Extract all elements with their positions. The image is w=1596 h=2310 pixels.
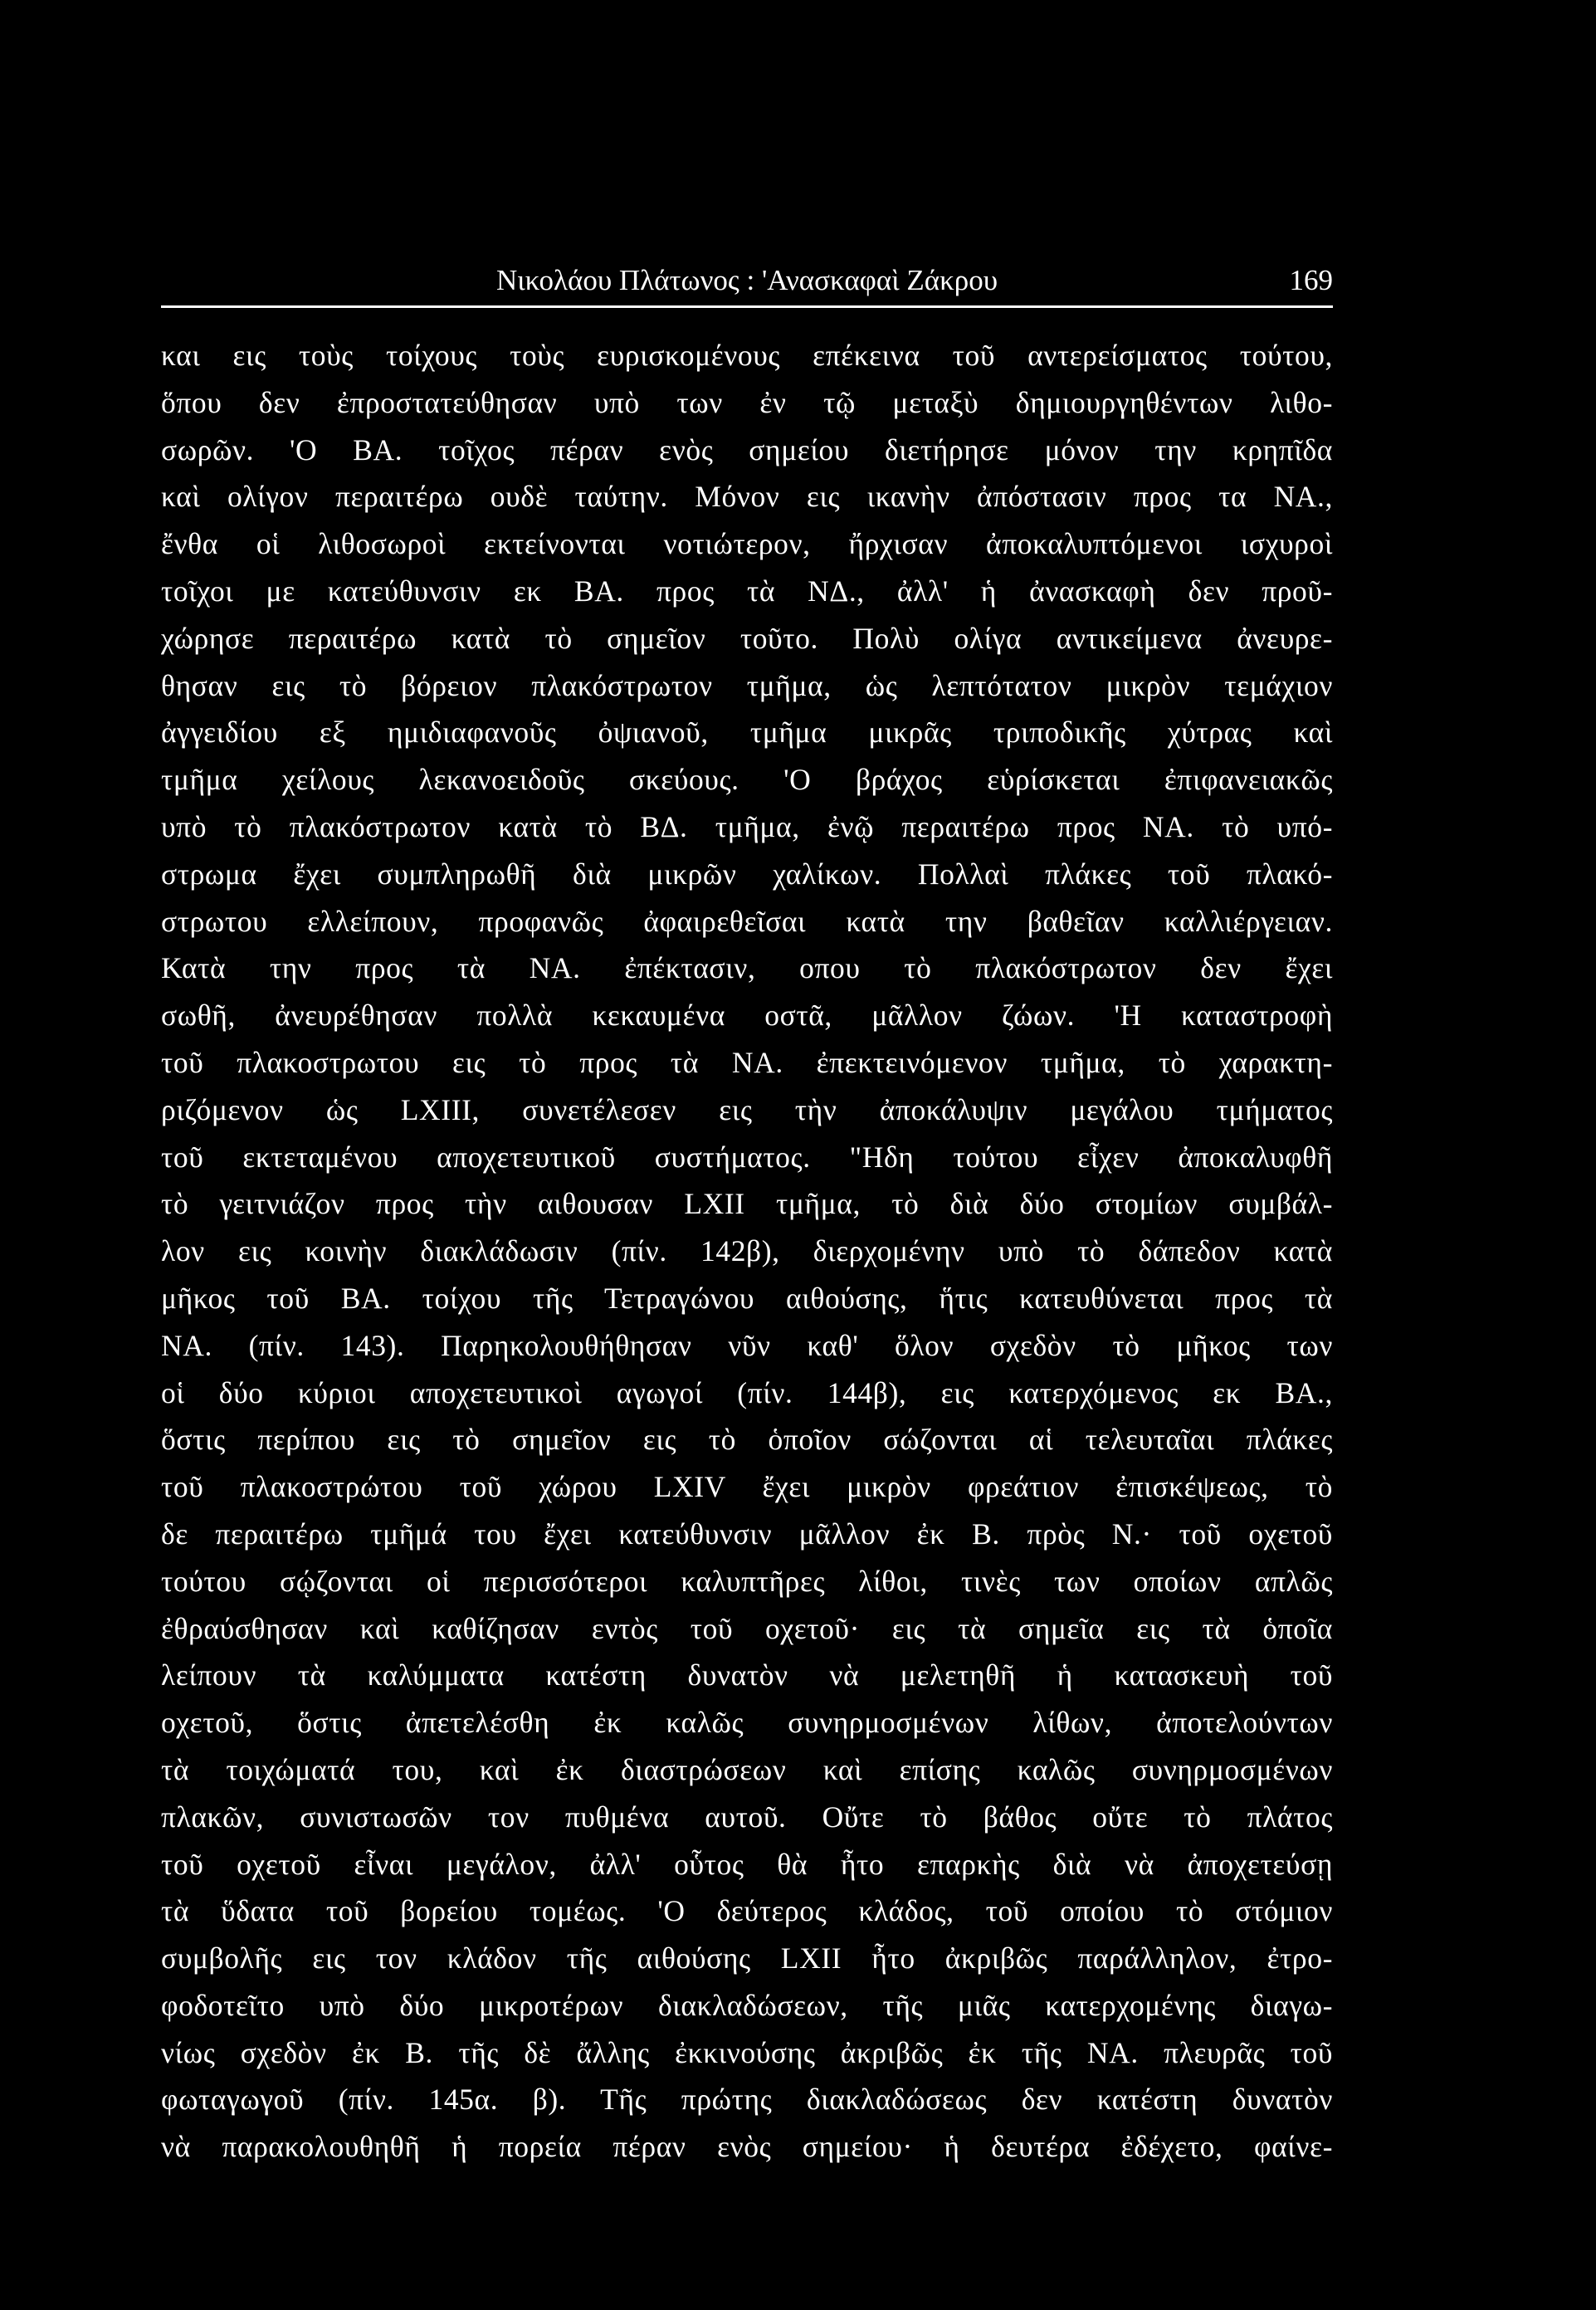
header-rule [161, 305, 1333, 308]
text-line: συμβολῆς εις τον κλάδον τῆς αιθούσης LXII ἦτο ἀκριβῶς παράλληλον, ἐτρο- [161, 1941, 1333, 1975]
text-line: τοῦ πλακοστρωτου εις τὸ προς τὰ ΝΑ. ἐπεκτεινόμενον τμῆμα, τὸ χαρακτη- [161, 1045, 1333, 1079]
text-line: ὅστις περίπου εις τὸ σημεῖον εις τὸ ὁποῖον σώζονται αἱ τελευταῖαι πλάκες [161, 1423, 1333, 1457]
text-line: οἱ δύο κύριοι αποχετευτικοὶ αγωγοί (πίν. 144β), εις κατερχόμενος εκ ΒΑ., [161, 1375, 1333, 1409]
text-line: ὅπου δεν ἐπροστατεύθησαν υπὸ των ἐν τῷ μεταξὺ δημιουργηθέντων λιθο- [161, 385, 1333, 419]
page-number: 169 [1289, 264, 1333, 296]
running-header [161, 257, 1333, 304]
text-line: υπὸ τὸ πλακόστρωτον κατὰ τὸ ΒΔ. τμῆμα, ἐνῷ περαιτέρω προς ΝΑ. τὸ υπό- [161, 809, 1333, 843]
text-line: σωθῆ, ἀνευρέθησαν πολλὰ κεκαυμένα οστᾶ, μᾶλλον ζώων. 'Η καταστροφὴ [161, 999, 1333, 1033]
text-line: ἔνθα οἱ λιθοσωροὶ εκτείνονται νοτιώτερον, ἤρχισαν ἀποκαλυπτόμενοι ισχυροὶ [161, 527, 1333, 561]
text-line: σωρῶν. 'Ο ΒΑ. τοῖχος πέραν ενὸς σημείου διετήρησε μόνον την κρηπῖδα [161, 432, 1333, 466]
text-line: τὰ ὕδατα τοῦ βορείου τομέως. 'Ο δεύτερος κλάδος, τοῦ οποίου τὸ στόμιον [161, 1894, 1333, 1928]
text-line: χώρησε περαιτέρω κατὰ τὸ σημεῖον τοῦτο. Πολὺ ολίγα αντικείμενα ἀνευρε- [161, 621, 1333, 655]
text-line: ριζόμενον ὡς LXIII, συνετέλεσεν εις τὴν ἀποκάλυψιν μεγάλου τμήματος [161, 1092, 1333, 1126]
text-line: λείπουν τὰ καλύμματα κατέστη δυνατὸν νὰ μελετηθῆ ἡ κατασκευὴ τοῦ [161, 1658, 1333, 1692]
text-line: ΝΑ. (πίν. 143). Παρηκολουθήθησαν νῦν καθ' ὅλον σχεδὸν τὸ μῆκος των [161, 1328, 1333, 1362]
text-line: τοῦ πλακοστρώτου τοῦ χώρου LXIV ἔχει μικρὸν φρεάτιον ἐπισκέψεως, τὸ [161, 1470, 1333, 1504]
text-line: στρωμα ἔχει συμπληρωθῆ διὰ μικρῶν χαλίκων. Πολλαὶ πλάκες τοῦ πλακό- [161, 857, 1333, 891]
text-line: ἀγγειδίου εξ ημιδιαφανοῦς ὀψιανοῦ, τμῆμα μικρᾶς τριποδικῆς χύτρας καὶ [161, 715, 1333, 750]
text-line: τὸ γειτνιάζον προς τὴν αιθουσαν LXII τμῆμα, τὸ διὰ δύο στομίων συμβάλ- [161, 1187, 1333, 1221]
text-line: ἐθραύσθησαν καὶ καθίζησαν εντὸς τοῦ οχετοῦ· εις τὰ σημεῖα εις τὰ ὁποῖα [161, 1611, 1333, 1645]
text-line: οχετοῦ, ὅστις ἀπετελέσθη ἐκ καλῶς συνηρμοσμένων λίθων, ἀποτελούντων [161, 1706, 1333, 1740]
text-line: νίως σχεδὸν ἐκ Β. τῆς δὲ ἄλλης ἐκκινούσης ἀκριβῶς ἐκ τῆς ΝΑ. πλευρᾶς τοῦ [161, 2035, 1333, 2069]
text-line: τοῦ εκτεταμένου αποχετευτικοῦ συστήματος. "Ηδη τούτου εἶχεν ἀποκαλυφθῆ [161, 1140, 1333, 1174]
text-line: και εις τοὺς τοίχους τοὺς ευρισκομένους επέκεινα τοῦ αντερείσματος τούτου, [161, 339, 1333, 372]
text-line: θησαν εις τὸ βόρειον πλακόστρωτον τμῆμα, ὡς λεπτότατον μικρὸν τεμάχιον [161, 668, 1333, 702]
body-text [161, 332, 1333, 2171]
text-line: πλακῶν, συνιστωσῶν τον πυθμένα αυτοῦ. Οὔτε τὸ βάθος οὔτε τὸ πλάτος [161, 1800, 1333, 1834]
text-line: φοδοτεῖτο υπὸ δύο μικροτέρων διακλαδώσεων, τῆς μιᾶς κατερχομένης διαγω- [161, 1988, 1333, 2022]
text-line: τμῆμα χείλους λεκανοειδοῦς σκεύους. 'Ο βράχος εὑρίσκεται ἐπιφανειακῶς [161, 763, 1333, 797]
running-title: Νικολάου Πλάτωνος : 'Ανασκαφαὶ Ζάκρου [495, 264, 998, 296]
text-line: Κατὰ την προς τὰ ΝΑ. ἐπέκτασιν, οπου τὸ πλακόστρωτον δεν ἔχει [161, 951, 1333, 985]
text-line: μῆκος τοῦ ΒΑ. τοίχου τῆς Τετραγώνου αιθούσης, ἥτις κατευθύνεται προς τὰ [161, 1281, 1333, 1315]
text-line: τούτου σῴζονται οἱ περισσότεροι καλυπτῆρες λίθοι, τινὲς των οποίων απλῶς [161, 1564, 1333, 1598]
text-line: δε περαιτέρω τμῆμά του ἔχει κατεύθυνσιν μᾶλλον ἐκ Β. πρὸς Ν.· τοῦ οχετοῦ [161, 1516, 1333, 1551]
text-line: νὰ παρακολουθηθῆ ἡ πορεία πέραν ενὸς σημείου· ἡ δευτέρα ἐδέχετο, φαίνε- [161, 2130, 1333, 2164]
text-line: τοῦ οχετοῦ εἶναι μεγάλον, ἀλλ' οὗτος θὰ ἦτο επαρκὴς διὰ νὰ ἀποχετεύσῃ [161, 1847, 1333, 1881]
text-line: στρωτου ελλείπουν, προφανῶς ἀφαιρεθεῖσαι κατὰ την βαθεῖαν καλλιέργειαν. [161, 904, 1333, 938]
text-line: τοῖχοι με κατεύθυνσιν εκ ΒΑ. προς τὰ ΝΔ., ἀλλ' ἡ ἀνασκαφὴ δεν προῦ- [161, 574, 1333, 608]
text-line: λον εις κοινὴν διακλάδωσιν (πίν. 142β), διερχομένην υπὸ τὸ δάπεδον κατὰ [161, 1234, 1333, 1268]
text-line: τὰ τοιχώματά του, καὶ ἐκ διαστρώσεων καὶ επίσης καλῶς συνηρμοσμένων [161, 1752, 1333, 1786]
text-line: φωταγωγοῦ (πίν. 145α. β). Τῆς πρώτης διακλαδώσεως δεν κατέστη δυνατὸν [161, 2083, 1333, 2117]
text-line: καὶ ολίγον περαιτέρω ουδὲ ταύτην. Μόνον εις ικανὴν ἀπόστασιν προς τα ΝΑ., [161, 480, 1333, 514]
